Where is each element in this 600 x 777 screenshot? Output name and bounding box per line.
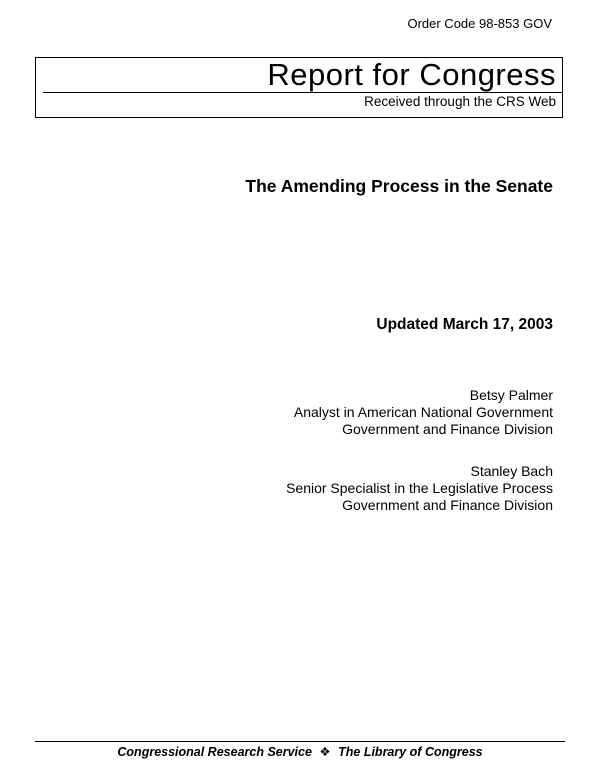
footer-divider <box>35 741 565 742</box>
author-name: Betsy Palmer <box>469 387 553 403</box>
author-block <box>286 463 553 514</box>
report-banner-box <box>35 57 563 118</box>
footer <box>0 744 600 759</box>
author-division: Government and Finance Division <box>342 497 553 513</box>
author-block <box>294 387 553 438</box>
document-title: The Amending Process in the Senate <box>245 176 553 196</box>
footer-library-name: The Library of Congress <box>338 745 483 759</box>
banner-title: Report for Congress <box>267 57 556 92</box>
diamond-icon: ❖ <box>319 745 331 759</box>
document-updated-date: Updated March 17, 2003 <box>376 316 553 333</box>
author-name: Stanley Bach <box>470 463 553 479</box>
order-code: Order Code 98-853 GOV <box>407 16 552 31</box>
author-division: Government and Finance Division <box>342 421 553 437</box>
author-role: Analyst in American National Government <box>293 404 553 420</box>
footer-service-name: Congressional Research Service <box>117 745 312 759</box>
banner-subtitle: Received through the CRS Web <box>364 94 556 109</box>
author-role: Senior Specialist in the Legislative Process <box>286 480 553 496</box>
